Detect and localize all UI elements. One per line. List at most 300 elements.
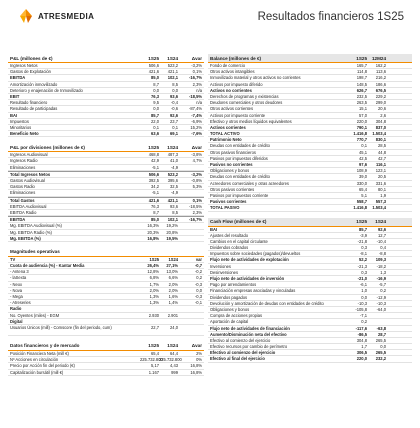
- cell-value: 4,43: [170, 363, 178, 369]
- row-label: Acreedores comerciales y otras acreedores: [210, 180, 289, 186]
- cell-value: 304,8: [375, 118, 386, 124]
- column-header: 12M24: [371, 55, 386, 61]
- row-label: Mg. EBITDA Radio (%): [10, 229, 52, 235]
- cell-value: 102,1: [167, 75, 178, 81]
- cell-value: -7,6%: [191, 131, 202, 137]
- cell-spacer: [386, 174, 410, 179]
- cell-value: [178, 319, 202, 324]
- cell-value: 8,7: [153, 81, 159, 87]
- cell-value: 113,6: [376, 69, 386, 75]
- brand-name: ATRESMEDIA: [38, 11, 95, 21]
- row-label: Beneficio Neto: [10, 131, 39, 137]
- cell-value: -0,6: [170, 106, 178, 112]
- cell-spacer: [386, 119, 410, 124]
- table-row: [8, 216, 204, 223]
- cell-value: -0,8%: [191, 178, 202, 183]
- cell-spacer: [386, 319, 410, 324]
- cell-value: 0,2: [380, 288, 386, 294]
- cell-spacer: [386, 100, 410, 105]
- row-label: EBITDA Audiovisual: [10, 203, 47, 209]
- row-label: Aportación de capital: [210, 319, 249, 325]
- cell-value: -18,5%: [189, 93, 202, 99]
- row-label: Flujo neto de actividades de explotación: [210, 257, 289, 263]
- row-label: Compra de acciones propias: [210, 313, 263, 319]
- cell-value: -3,8%: [191, 152, 202, 158]
- cell-value: 92,6: [170, 112, 178, 118]
- cell-value: 4,7%: [192, 158, 202, 164]
- row-label: Nº Acciones en circulación: [10, 357, 59, 363]
- cell-value: 8,5: [172, 209, 178, 215]
- cell-value: 1.416,8: [353, 205, 367, 211]
- cell-value: 1,3%: [149, 300, 159, 306]
- cell-spacer: [386, 193, 410, 198]
- cell-value: -0,3: [194, 281, 202, 287]
- row-label: Resultado financiero: [10, 100, 48, 106]
- column-header: 1S24: [375, 219, 386, 224]
- cell-value: 0%: [196, 357, 202, 363]
- cell-value: 19,2%: [166, 223, 178, 229]
- cell-spacer: [386, 162, 410, 167]
- cell-value: 5,1: [361, 192, 367, 198]
- cell-value: 229,2: [375, 93, 386, 99]
- row-label: Gastos de Explotación: [10, 69, 51, 75]
- row-label: Cuota de audiencia (%) - Kantar Media: [10, 263, 85, 269]
- cell-value: 1S24: [168, 256, 178, 262]
- cell-spacer: [386, 106, 410, 111]
- cell-value: 2,3%: [192, 81, 202, 87]
- cell-value: -5,7: [378, 282, 386, 288]
- row-label: Deudas con entidades de crédito: [210, 143, 270, 149]
- cell-value: 20,5: [378, 174, 386, 180]
- cell-spacer: [386, 264, 410, 269]
- cell-value: [178, 223, 202, 228]
- row-label: Devolución y amortización de deudas con entidades de crédito: [210, 300, 324, 306]
- cell-value: -105,8: [355, 306, 367, 312]
- cell-spacer: [386, 326, 410, 331]
- row-label: Precio por Acción fin del periodo (€): [10, 363, 75, 369]
- cell-value: [178, 236, 202, 241]
- cell-value: 0,1: [172, 124, 178, 130]
- cell-value: -4,9: [170, 164, 178, 170]
- cell-value: 220,0: [356, 118, 367, 124]
- cell-spacer: [386, 233, 410, 238]
- cell-value: 20,6: [378, 106, 386, 112]
- cell-value: 220,0: [356, 356, 367, 362]
- cell-value: -8,1: [359, 251, 367, 257]
- cell-value: 42,5: [359, 155, 367, 161]
- row-label: Minoritarios: [10, 124, 32, 130]
- cell-value: 32,5: [170, 184, 178, 190]
- cell-spacer: [386, 125, 410, 130]
- cell-value: -7,1: [359, 313, 367, 319]
- section-header: [8, 143, 204, 152]
- cell-spacer: [386, 156, 410, 161]
- column-header: 1S25: [148, 343, 159, 349]
- table-row: [8, 325, 204, 336]
- cell-value: 116,1: [375, 162, 386, 167]
- table-section: [208, 218, 412, 363]
- cell-value: -63,8: [376, 325, 386, 331]
- cell-value: 299,0: [375, 100, 386, 106]
- cell-value: 0,2: [196, 275, 202, 281]
- row-label: - Atreseries: [10, 300, 31, 306]
- cell-value: 148,5: [356, 81, 367, 87]
- row-label: Otros activos intangibles: [210, 69, 255, 75]
- row-label: No. Oyentes (miles) - EGM: [10, 312, 60, 318]
- cell-value: -16,7%: [189, 75, 202, 81]
- row-label: Impuestos sobre sociedades (pagados)/devueltos: [210, 251, 301, 257]
- cell-value: 0,0: [380, 344, 386, 350]
- page-title: Resultados financieros 1S25: [257, 11, 404, 23]
- table-row: [8, 370, 204, 376]
- cell-value: 557,3: [375, 199, 386, 205]
- cell-value: 16,8%: [147, 235, 159, 241]
- cell-value: 676,5: [375, 87, 386, 93]
- cell-value: 523,2: [167, 63, 178, 68]
- row-label: Inversiones: [210, 263, 231, 269]
- cell-value: -3,2%: [191, 63, 202, 68]
- cell-value: 506,6: [148, 63, 159, 68]
- cell-value: 80,1: [378, 186, 386, 192]
- cell-value: 24,0: [170, 324, 178, 330]
- cell-value: 42,7: [378, 155, 386, 161]
- cell-value: -87,4%: [189, 106, 202, 112]
- table-section: [8, 248, 204, 336]
- row-label: EBITDA: [10, 75, 26, 81]
- cell-value: 1S25: [149, 256, 159, 262]
- cell-value: [178, 325, 202, 335]
- cell-value: 330,0: [356, 180, 367, 186]
- cell-spacer: [386, 187, 410, 192]
- atresmedia-logo-icon: [18, 8, 34, 24]
- cell-spacer: [386, 245, 410, 250]
- row-label: Pasivos por impuestos diferidos: [210, 155, 268, 161]
- row-label: Efectivo al comienzo del ejercicio: [210, 337, 271, 343]
- row-label: Cambios en el capital circulante: [210, 238, 268, 244]
- cell-value: 0,1%: [192, 197, 202, 203]
- row-label: Activos corrientes: [210, 124, 246, 130]
- cell-value: 2.901: [167, 312, 178, 318]
- section-header: [208, 218, 412, 227]
- cell-value: 1,3: [380, 269, 386, 275]
- row-label: Desinversiones: [210, 269, 238, 275]
- cell-value: -6,1: [359, 282, 367, 288]
- cell-value: 69,1: [170, 131, 178, 137]
- cell-spacer: [386, 82, 410, 87]
- cell-spacer: [386, 344, 410, 349]
- cell-value: 9,5: [153, 100, 159, 106]
- cell-value: 790,1: [356, 124, 367, 130]
- cell-spacer: [386, 69, 410, 74]
- cell-value: 28,5: [378, 143, 386, 149]
- section-header: [208, 54, 412, 63]
- cell-spacer: [386, 350, 410, 355]
- cell-value: 265,5: [375, 337, 386, 343]
- cell-value: 306,5: [356, 350, 367, 356]
- row-label: Pasivos no corrientes: [210, 162, 253, 167]
- cell-value: -8,8: [378, 251, 386, 257]
- cell-value: 65,4: [151, 350, 159, 356]
- cell-value: -0,1: [194, 300, 202, 306]
- cell-value: 22,7: [151, 324, 159, 330]
- cell-value: 97,6: [359, 162, 367, 167]
- cell-value: 395,6: [167, 178, 178, 183]
- section-title: P&L por divisiones (millones de €): [10, 144, 85, 150]
- column-header: 1S24: [167, 55, 178, 61]
- row-label: Ingresos Audiovisual: [10, 152, 48, 158]
- row-label: - Antena 3: [10, 269, 29, 275]
- cell-value: 468,8: [148, 152, 159, 158]
- row-label: TV: [10, 256, 16, 262]
- cell-value: 263,5: [356, 100, 367, 106]
- row-label: Inmovilizado material y otros activos no corrientes: [210, 75, 301, 81]
- cell-value: 626,7: [356, 87, 367, 93]
- page-header: [0, 0, 420, 34]
- left-column: [8, 54, 204, 376]
- cell-spacer: [386, 301, 410, 306]
- row-label: Fondo de comercio: [210, 63, 246, 68]
- cell-value: 304,8: [356, 337, 367, 343]
- cell-value: [178, 230, 202, 235]
- row-label: Activos por impuesto diferido: [210, 81, 263, 87]
- cell-value: 109,3: [375, 257, 386, 263]
- row-label: BAI: [10, 112, 18, 118]
- cell-spacer: [386, 338, 410, 343]
- cell-value: 27,1%: [166, 263, 178, 269]
- cell-value: 2,3%: [192, 209, 202, 215]
- cell-value: 44,8: [378, 149, 386, 155]
- cell-spacer: [386, 257, 410, 262]
- cell-spacer: [386, 75, 410, 80]
- cell-value: [140, 319, 159, 324]
- cell-value: 1,7%: [149, 281, 159, 287]
- row-label: Flujo neto de actividades de financiación: [210, 325, 290, 331]
- row-label: Ingresos Radio: [10, 158, 38, 164]
- row-label: TOTAL ACTIVO: [210, 131, 240, 137]
- cell-value: 0,0: [361, 294, 367, 300]
- cell-value: 1,3%: [149, 294, 159, 299]
- cell-value: 421,1: [167, 69, 178, 75]
- cell-value: 76,3: [151, 93, 159, 99]
- table-section: [208, 54, 412, 212]
- cell-value: 123,1: [375, 168, 386, 174]
- row-label: Eliminaciones: [10, 164, 36, 170]
- cell-value: 76,3: [151, 203, 159, 209]
- cell-spacer: [386, 137, 410, 142]
- cell-value: 85,7: [151, 112, 159, 118]
- cell-value: [178, 313, 202, 318]
- row-label: Efectivo y otros medios líquidos equivalentes: [210, 118, 292, 124]
- cell-value: -16,9: [376, 276, 386, 281]
- cell-value: 506,6: [148, 171, 159, 177]
- column-header: 1S25: [148, 144, 159, 150]
- cell-value: -21,8: [357, 238, 367, 244]
- cell-value: 85,7: [359, 226, 367, 232]
- cell-value: 41,0: [170, 158, 178, 164]
- cell-value: 19,5%: [166, 235, 178, 241]
- cell-value: 20,8%: [166, 229, 178, 235]
- cell-value: -10,3: [357, 300, 367, 306]
- row-label: - laSexta: [10, 275, 27, 281]
- cell-value: 1,6%: [168, 294, 178, 299]
- table-section: [8, 143, 204, 242]
- row-label: Deudas con entidades de crédito: [210, 174, 270, 180]
- row-label: Posición Financiera Neta (mill €): [10, 350, 69, 356]
- cell-value: 63,6: [151, 131, 159, 137]
- column-header: Δvar: [191, 144, 202, 150]
- cell-value: 92,6: [378, 226, 386, 232]
- row-label: Efectivo recursos por cambio de perímetro: [210, 344, 288, 350]
- row-label: Efectivo al final del ejercicio: [210, 356, 265, 362]
- cell-value: 523,2: [167, 171, 178, 177]
- row-label: Ingresos Netos: [10, 63, 38, 68]
- row-label: Deterioro y enajenación de Inmovilizado: [10, 87, 83, 93]
- cell-value: 0,4: [380, 245, 386, 251]
- cell-spacer: [386, 270, 410, 275]
- cell-value: 0,3: [361, 269, 367, 275]
- cell-value: 0,2: [361, 319, 367, 325]
- cell-value: 12,8%: [147, 269, 159, 275]
- row-label: EBITDA: [10, 217, 26, 223]
- cell-value: [178, 190, 202, 195]
- cell-value: -64,0: [376, 306, 386, 312]
- row-label: - Mega: [10, 294, 23, 299]
- cell-value: 1.416,8: [353, 131, 367, 137]
- column-header: 1S25: [148, 55, 159, 61]
- cell-value: 5,17: [151, 363, 159, 369]
- cell-value: 225.732.800: [159, 357, 182, 363]
- section-title: Balance (millones de €): [210, 55, 262, 61]
- cell-value: -16,7%: [189, 217, 202, 223]
- cell-value: 558,7: [356, 199, 367, 205]
- row-label: Aumento/Disminución neta del efectivo: [210, 331, 287, 337]
- cell-value: -10,3: [376, 300, 386, 306]
- row-label: Radio: [10, 306, 22, 312]
- cell-value: 392,5: [148, 178, 159, 183]
- row-label: Total Ingresos Netos: [10, 171, 51, 177]
- cell-value: 85,0: [151, 217, 159, 223]
- section-header: [8, 342, 204, 351]
- cell-value: 15,2%: [190, 124, 202, 130]
- row-label: EBITDA Radio: [10, 209, 37, 215]
- cell-value: 5,3%: [192, 184, 202, 190]
- table-row: [8, 197, 204, 204]
- column-header: Δvar: [191, 55, 202, 61]
- cell-value: 22,0: [151, 118, 159, 124]
- cell-value: 770,7: [356, 137, 367, 143]
- row-label: Impuestos: [10, 118, 29, 124]
- cell-value: 265,5: [375, 350, 386, 356]
- cell-spacer: [386, 150, 410, 155]
- cell-value: 102,1: [167, 217, 178, 223]
- cell-value: 0,1: [153, 124, 159, 130]
- row-label: Gastos Radio: [10, 184, 35, 190]
- column-header: 1S25: [356, 55, 367, 61]
- row-label: Obligaciones y bonos: [210, 306, 250, 312]
- cell-value: 0,1%: [192, 69, 202, 75]
- cell-value: 42,9: [151, 158, 159, 164]
- cell-value: 2,0%: [168, 281, 178, 287]
- row-label: Pasivos por impuestos corriente: [210, 192, 269, 198]
- cell-value: 64,4: [170, 350, 178, 356]
- row-label: Resultado de participadas: [10, 106, 58, 112]
- cell-value: 232,2: [375, 356, 386, 362]
- section-title: Datos financieros y de mercado: [10, 343, 80, 349]
- cell-spacer: [386, 288, 410, 293]
- cell-spacer: [386, 181, 410, 186]
- cell-spacer: [386, 94, 410, 99]
- cell-value: [159, 306, 178, 311]
- cell-value: 8,7: [153, 209, 159, 215]
- table-section: [8, 54, 204, 137]
- cell-value: 23,7: [170, 118, 178, 124]
- cell-value: 225.732.800: [140, 357, 163, 363]
- cell-spacer: [386, 356, 410, 361]
- cell-value: 114,8: [357, 69, 367, 75]
- cell-value: 34,2: [151, 184, 159, 190]
- cell-value: 999: [171, 369, 178, 375]
- cell-value: var: [195, 256, 202, 262]
- cell-value: -0,3: [194, 294, 202, 299]
- row-label: EBIT: [10, 93, 20, 99]
- cell-spacer: [386, 276, 410, 281]
- cell-value: 8,5: [172, 81, 178, 87]
- cell-value: 2,0%: [168, 287, 178, 293]
- section-title: Magnitudes operativas: [10, 249, 60, 255]
- section-header: [8, 54, 204, 63]
- cell-value: 39,0: [359, 174, 367, 180]
- cell-value: -0,7: [194, 263, 202, 269]
- cell-value: 93,6: [170, 93, 178, 99]
- row-label: - Neox: [10, 281, 23, 287]
- cell-value: 16,3%: [147, 223, 159, 229]
- brand-logo: [18, 8, 94, 24]
- cell-value: 487,3: [167, 152, 178, 158]
- row-label: Usuarios Únicos (mill) - Comscore (fin del periodo, cum): [10, 324, 112, 330]
- cell-value: 1,4%: [168, 300, 178, 306]
- table-row: [8, 171, 204, 178]
- cell-value: -12,9: [376, 294, 386, 300]
- row-label: Flujo neto de actividades de inversión: [210, 276, 285, 281]
- cell-value: 6,8%: [149, 275, 159, 281]
- cell-value: 2%: [196, 350, 202, 356]
- cell-value: -6,9%: [191, 118, 202, 124]
- row-label: Dividendos pagados: [210, 294, 248, 300]
- cell-spacer: [386, 251, 410, 256]
- cell-value: 2,6: [380, 112, 386, 118]
- cell-value: 1,7: [361, 344, 367, 350]
- cell-value: 421,1: [167, 197, 178, 203]
- cell-value: 1.167: [148, 369, 159, 375]
- row-label: Total Gastos: [10, 197, 35, 203]
- cell-spacer: [386, 227, 410, 232]
- cell-value: 1,9: [380, 192, 386, 198]
- cell-value: [159, 319, 178, 324]
- row-label: Amortización inmovilizado: [10, 81, 58, 87]
- cell-value: 65,4: [359, 186, 367, 192]
- row-label: Capitalización bursátil (mill €): [10, 369, 64, 375]
- cell-value: 421,6: [148, 69, 159, 75]
- cell-value: -0,4: [170, 100, 178, 106]
- row-label: Pasivos corrientes: [210, 199, 247, 205]
- row-label: Patrimonio Neto: [210, 137, 242, 143]
- column-header: 1S24: [167, 343, 178, 349]
- cell-value: -5,1: [151, 190, 159, 196]
- cell-spacer: [386, 168, 410, 173]
- cell-value: 1.503,4: [372, 131, 386, 137]
- row-label: - Nova: [10, 287, 23, 293]
- cell-value: 13,0%: [166, 269, 178, 275]
